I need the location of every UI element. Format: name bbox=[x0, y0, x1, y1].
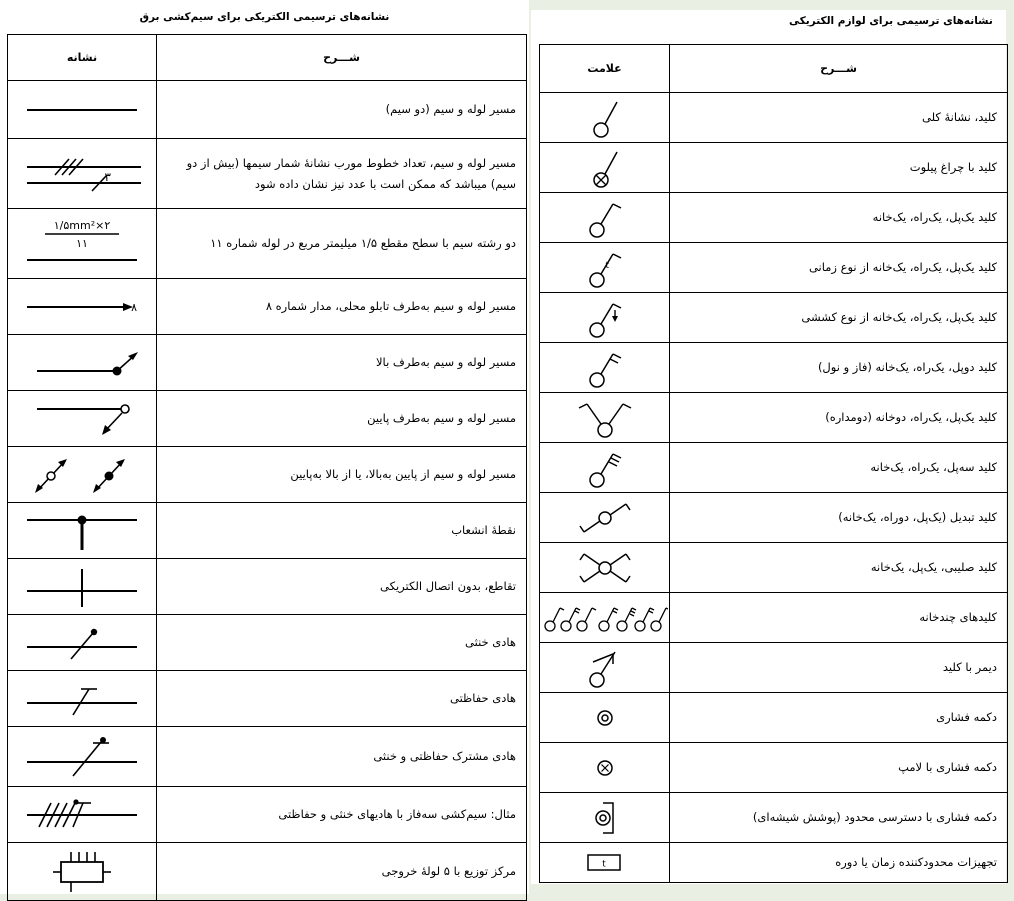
single-pole-switch-symbol bbox=[575, 196, 635, 240]
table-header-row bbox=[540, 45, 1008, 93]
right-page-title: نشانه‌های ترسیمی برای لوازم الکتریکی bbox=[789, 15, 993, 27]
table-row bbox=[8, 279, 527, 335]
table-row bbox=[8, 843, 527, 901]
row-description: دو رشته سیم با سطح مقطع ۱/۵ میلیمتر مربع در لوله شماره ۱۱ bbox=[157, 209, 527, 279]
table-header-row bbox=[8, 35, 527, 81]
table-row bbox=[8, 391, 527, 447]
table-row bbox=[540, 393, 1008, 443]
table-row bbox=[8, 81, 527, 139]
row-description: دکمه فشاری با لامپ bbox=[670, 743, 1008, 793]
row-description: کلید سه‌پل، یک‌راه، یک‌خانه bbox=[670, 443, 1008, 493]
conduit-down-symbol bbox=[17, 397, 147, 441]
double-pole-switch-symbol bbox=[575, 346, 635, 390]
row-description: مسیر لوله و سیم از پایین به‌بالا، یا از بالا به‌پایین bbox=[157, 447, 527, 503]
protective-conductor-symbol bbox=[17, 679, 147, 719]
table-row bbox=[540, 793, 1008, 843]
row-description: کلید، نشانهٔ کلی bbox=[670, 93, 1008, 143]
crossing-symbol bbox=[17, 565, 147, 609]
row-description: کلیدهای چندخانه bbox=[670, 593, 1008, 643]
table-row bbox=[540, 93, 1008, 143]
multi-gang-switches-symbol bbox=[542, 596, 668, 640]
distribution-center-symbol bbox=[17, 848, 147, 896]
table-row bbox=[8, 335, 527, 391]
table-row bbox=[540, 143, 1008, 193]
two-wire-conduit-symbol bbox=[17, 100, 147, 120]
left-page-title: نشانه‌های ترسیمی الکتریکی برای سیم‌کشی برق bbox=[139, 11, 390, 23]
row-description: مسیر لوله و سیم (دو سیم) bbox=[157, 81, 527, 139]
cable-size-symbol bbox=[17, 216, 147, 272]
table-row bbox=[540, 243, 1008, 293]
device-symbols-table bbox=[539, 44, 1008, 883]
row-description: کلید دوپل، یک‌راه، یک‌خانه (فاز و نول) bbox=[670, 343, 1008, 393]
table-row bbox=[540, 543, 1008, 593]
neutral-conductor-symbol bbox=[17, 623, 147, 663]
table-row bbox=[8, 139, 527, 209]
table-row bbox=[540, 343, 1008, 393]
conduit-up-symbol bbox=[17, 343, 147, 383]
row-description: دیمر با کلید bbox=[670, 643, 1008, 693]
header-description: شـــرح bbox=[157, 35, 527, 81]
table-row bbox=[540, 293, 1008, 343]
row-description: مسیر لوله و سیم به‌طرف بالا bbox=[157, 335, 527, 391]
header-description: شـــرح bbox=[670, 45, 1008, 93]
pilot-lamp-switch-symbol bbox=[575, 146, 635, 190]
row-description: مسیر لوله و سیم، تعداد خطوط مورب نشانهٔ شمار سیمها (بیش از دو سیم) میباشد که ممکن است با عدد نیز نشان داده شود bbox=[157, 139, 527, 209]
protected-push-button-symbol bbox=[585, 798, 625, 838]
table-row bbox=[8, 787, 527, 843]
table-row bbox=[8, 447, 527, 503]
row-description: کلید یک‌پل، یک‌راه، دوخانه (دومداره) bbox=[670, 393, 1008, 443]
cable-size-label: ۲×۱/۵mm² bbox=[53, 218, 111, 232]
row-description: هادی خنثی bbox=[157, 615, 527, 671]
wire-count-label: ۳ bbox=[104, 169, 111, 184]
table-row bbox=[540, 443, 1008, 493]
time-limiting-device-symbol bbox=[580, 851, 630, 875]
dimmer-switch-symbol bbox=[575, 646, 635, 690]
table-row bbox=[8, 559, 527, 615]
header-symbol: علامت bbox=[540, 45, 670, 93]
row-description: هادی مشترک حفاظتی و خنثی bbox=[157, 727, 527, 787]
table-row bbox=[540, 193, 1008, 243]
table-row bbox=[8, 209, 527, 279]
changeover-switch-symbol bbox=[570, 496, 640, 540]
table-row bbox=[8, 615, 527, 671]
time-device-label: t bbox=[601, 859, 606, 869]
conduit-through-symbol bbox=[17, 453, 147, 497]
table-row bbox=[8, 503, 527, 559]
pen-conductor-symbol bbox=[17, 734, 147, 780]
triple-pole-switch-symbol bbox=[575, 446, 635, 490]
row-description: تقاطع، بدون اتصال الکتریکی bbox=[157, 559, 527, 615]
row-description: کلید یک‌پل، یک‌راه، یک‌خانه از نوع زمانی bbox=[670, 243, 1008, 293]
row-description: مسیر لوله و سیم به‌طرف پایین bbox=[157, 391, 527, 447]
header-symbol: نشانه bbox=[8, 35, 157, 81]
row-description: کلید یک‌پل، یک‌راه، یک‌خانه از نوع کششی bbox=[670, 293, 1008, 343]
row-description: نقطهٔ انشعاب bbox=[157, 503, 527, 559]
general-switch-symbol bbox=[575, 96, 635, 140]
push-button-lamp-symbol bbox=[585, 753, 625, 783]
table-row bbox=[8, 671, 527, 727]
timer-label: t bbox=[604, 260, 609, 271]
row-description: کلید یک‌پل، یک‌راه، یک‌خانه bbox=[670, 193, 1008, 243]
table-row bbox=[540, 743, 1008, 793]
row-description: کلید تبدیل (یک‌پل، دوراه، یک‌خانه) bbox=[670, 493, 1008, 543]
row-description: کلید با چراغ پیلوت bbox=[670, 143, 1008, 193]
table-row bbox=[540, 493, 1008, 543]
push-button-symbol bbox=[585, 703, 625, 733]
row-description: کلید صلیبی، یک‌پل، یک‌خانه bbox=[670, 543, 1008, 593]
table-row bbox=[540, 593, 1008, 643]
circuit-number-label: ۸ bbox=[131, 300, 137, 314]
timer-switch-symbol bbox=[575, 246, 635, 290]
intermediate-switch-symbol bbox=[570, 546, 640, 590]
row-description: مثال: سیم‌کشی سه‌فاز با هادیهای خنثی و حفاظتی bbox=[157, 787, 527, 843]
pull-cord-switch-symbol bbox=[575, 296, 635, 340]
two-gang-switch-symbol bbox=[565, 396, 645, 440]
row-description: دکمه فشاری bbox=[670, 693, 1008, 743]
table-row bbox=[8, 727, 527, 787]
table-row bbox=[540, 643, 1008, 693]
row-description: دکمه فشاری با دسترسی محدود (پوشش شیشه‌ای) bbox=[670, 793, 1008, 843]
right-page bbox=[531, 10, 1006, 884]
row-description: مسیر لوله و سیم به‌طرف تابلو محلی، مدار شماره ۸ bbox=[157, 279, 527, 335]
row-description: مرکز توزیع با ۵ لولهٔ خروجی bbox=[157, 843, 527, 901]
table-row bbox=[540, 843, 1008, 883]
table-row bbox=[540, 693, 1008, 743]
conduit-number-label: ۱۱ bbox=[76, 236, 88, 250]
three-phase-example-symbol bbox=[17, 797, 147, 833]
multi-wire-conduit-symbol bbox=[17, 149, 147, 199]
row-description: تجهیزات محدودکننده زمان یا دوره bbox=[670, 843, 1008, 883]
to-panel-symbol bbox=[17, 295, 147, 319]
wiring-symbols-table bbox=[7, 34, 527, 901]
row-description: هادی حفاظتی bbox=[157, 671, 527, 727]
branch-point-symbol bbox=[17, 508, 147, 554]
